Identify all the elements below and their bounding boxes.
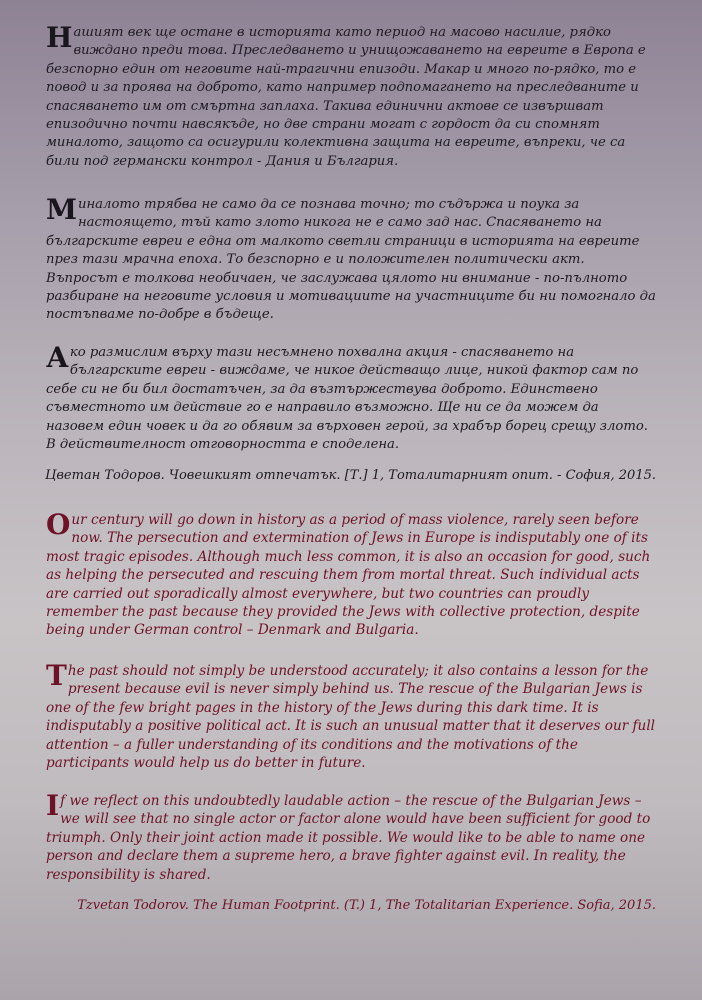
bulgarian-citation: Цветан Тодоров. Човешкият отпечатък. [Т.] 1, Тоталитарният опит. - София, 2015. xyxy=(45,468,656,483)
paragraph-text: he past should not simply be understood accurately; it also contains a lesson for the present because evil is never simply behind us. The rescue of the Bulgarian Jews is one of the few bright pages in the history of the Jews during this dark time. It is indisputably a positive political act. It is such an unusual matter that it deserves our full attention – a fuller understanding of its conditions and the motivations of the participants would help us do better in future. xyxy=(46,663,656,772)
drop-cap: Н xyxy=(46,21,73,54)
paragraph-text: f we reflect on this undoubtedly laudable action – the rescue of the Bulgarian Jews – we will see that no single actor or factor alone would have been sufficient for good to triumph. Only their joint action made it possible. We would like to be able to name one person and declare them a supreme hero, a brave fighter against evil. In reality, the responsibility is shared. xyxy=(46,793,651,883)
paragraph-text: иналото трябва не само да се познава точно; то съдържа и поука за настоящето, тъй като злото никога не е само зад нас. Спасяването на българските евреи е една от малкото светли страници в историята на евреите през тази мрачна епоха. То безспорно е и положителен политически акт. Въпросът е толкова необичаен, че заслужава цялото ни внимание - по-пълното разбиране на неговите условия и мотивациите на участниците би ни помогнало да постъпваме по-добре в бъдеще. xyxy=(46,197,656,323)
drop-cap: O xyxy=(46,508,71,541)
english-paragraph-3 xyxy=(46,789,658,884)
bulgarian-paragraph-3 xyxy=(46,341,658,454)
drop-cap: А xyxy=(46,341,69,374)
english-paragraph-1 xyxy=(46,508,658,640)
bulgarian-paragraph-2 xyxy=(46,193,658,325)
english-citation: Tzvetan Todorov. The Human Footprint. (T.) 1, The Totalitarian Experience. Sofia, 2015. xyxy=(77,898,656,913)
paragraph-text: ur century will go down in history as a period of mass violence, rarely seen before now. The persecution and extermination of Jews in Europe is indisputably one of its most tragic episodes. Although much less common, it is also an occasion for good, such as helping the persecuted and rescuing them from mortal threat. Such individual acts are carried out sporadically almost everywhere, but two countries can proudly remember the past because they provided the Jews with collective protection, despite being under German control – Denmark and Bulgaria. xyxy=(46,512,651,639)
english-paragraph-2 xyxy=(46,659,658,772)
paragraph-text: ко размислим върху тази несъмнено похвална акция - спасяването на българските евреи - виждаме, че никое действащо лице, никой фактор сам по себе си не би бил достатъчен, за да възтържествува доброто. Единствено съвместното им действие го е направило възможно. Ще ни се да можем да назовем един човек и да го обявим за върховен герой, за храбър борец срещу злото. В действителност отговорността е споделена. xyxy=(46,345,648,453)
drop-cap: T xyxy=(46,659,67,692)
paragraph-text: ашият век ще остане в историята като период на масово насилие, рядко виждано преди това. Преследването и унищожаването на евреите в Европа е безспорно един от неговите най-трагични епизоди. Макар и много по-рядко, то е повод и за проява на доброто, като например подпомагането на преследваните и спасяването им от смъртна заплаха. Такива единични актове се извършват епизодично почти навсякъде, но две страни могат с гордост да си спомнят миналото, защото са осигурили колективна защита на евреите, въпреки, че са били под германски контрол - Дания и България. xyxy=(46,25,646,169)
drop-cap: I xyxy=(46,789,60,822)
drop-cap: М xyxy=(46,193,77,226)
bulgarian-paragraph-1 xyxy=(46,21,658,171)
